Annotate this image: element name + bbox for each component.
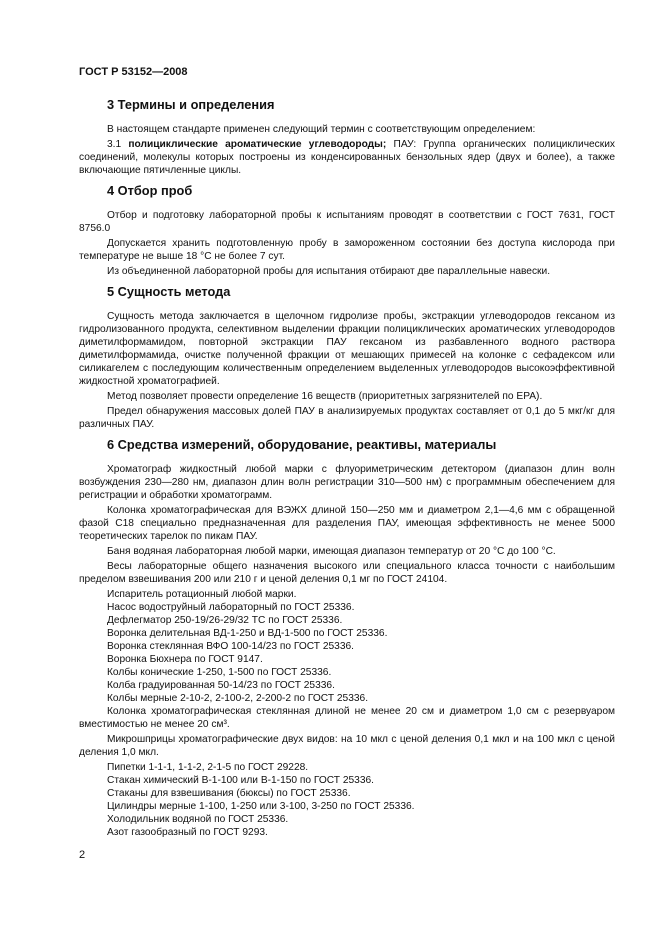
paragraph: Микрошприцы хроматографические двух видов: на 10 мкл с ценой деления 0,1 мкл и на 100 мкл с ценой деления 1,0 мкл. (79, 734, 615, 758)
paragraph: Весы лабораторные общего назначения высокого или специального класса точности с наибольшим пределом взвешивания 200 или 210 г и ценой деления 0,1 мг по ГОСТ 24104. (79, 561, 615, 585)
list-item: Воронка стеклянная ВФО 100-14/23 по ГОСТ 25336. (107, 641, 354, 652)
paragraph: Сущность метода заключается в щелочном гидролизе пробы, экстракции углеводородов гексаном из гидролизованного продукта, селективном выделении фракции полициклических ароматических углеводородов диметилформамидом, повторной экстракции ПАУ гексаном из разбавленного водного раствора диметилформамида, очистке полученной фракции от мешающих примесей на колонке с сефадексом или силикагелем с последующим количественным определением выделенных углеводородов высокоэффективной жидкостной хроматографией. (79, 311, 615, 387)
list-item: Колбы конические 1-250, 1-500 по ГОСТ 25336. (107, 667, 332, 678)
section-5 (79, 284, 615, 431)
definition-number: 3.1 (107, 139, 129, 150)
document-body (79, 92, 615, 845)
list-item: Холодильник водяной по ГОСТ 25336. (107, 814, 289, 825)
paragraph: Из объединенной лабораторной пробы для испытания отбирают две параллельные навески. (107, 266, 551, 277)
list-item: Воронка Бюхнера по ГОСТ 9147. (107, 654, 263, 665)
list-item: Стакан химический В-1-100 или В-1-150 по ГОСТ 25336. (107, 775, 375, 786)
list-item: Стаканы для взвешивания (бюксы) по ГОСТ 25336. (107, 788, 351, 799)
definition-text: ПАУ: Группа органических полициклических соединений, молекулы которых построены из конденсированных бензольных ядер (двух и более), а также включающие пятичленные циклы. (79, 139, 615, 176)
list-item: Пипетки 1-1-1, 1-1-2, 2-1-5 по ГОСТ 29228. (107, 762, 309, 773)
section-6 (79, 437, 615, 839)
list-item: Цилиндры мерные 1-100, 1-250 или 3-100, 3-250 по ГОСТ 25336. (107, 801, 415, 812)
definition-3-1 (79, 138, 615, 177)
section-6-title: 6 Средства измерений, оборудование, реактивы, материалы (107, 437, 497, 452)
paragraph: Предел обнаружения массовых долей ПАУ в анализируемых продуктах составляет от 0,1 до 5 мкг/кг для различных ПАУ. (79, 406, 615, 430)
section-4 (79, 183, 615, 278)
section-3 (79, 97, 615, 177)
paragraph: Отбор и подготовку лабораторной пробы к испытаниям проводят в соответствии с ГОСТ 7631, ГОСТ 8756.0 (79, 210, 615, 234)
list-item: Насос водоструйный лабораторный по ГОСТ 25336. (107, 602, 355, 613)
list-item: Колбы мерные 2-10-2, 2-100-2, 2-200-2 по ГОСТ 25336. (107, 693, 369, 704)
definition-term: полициклические ароматические углеводороды; (128, 139, 387, 150)
paragraph: Допускается хранить подготовленную пробу в замороженном состоянии без доступа кислорода при температуре не выше 18 °С не более 7 сут. (79, 238, 615, 262)
list-item: Испаритель ротационный любой марки. (107, 589, 297, 600)
section-5-title: 5 Сущность метода (107, 284, 231, 299)
list-item: Дефлегматор 250-19/26-29/32 ТС по ГОСТ 25336. (107, 615, 343, 626)
list-item: Азот газообразный по ГОСТ 9293. (107, 827, 268, 838)
paragraph: Колонка хроматографическая стеклянная длиной не менее 20 см и диаметром 1,0 см с резервуаром вместимостью не менее 20 см³. (79, 706, 615, 730)
list-item: Воронка делительная ВД-1-250 и ВД-1-500 по ГОСТ 25336. (107, 628, 388, 639)
paragraph: Баня водяная лабораторная любой марки, имеющая диапазон температур от 20 °С до 100 °С. (107, 546, 556, 557)
section-4-title: 4 Отбор проб (107, 183, 193, 198)
paragraph: Колонка хроматографическая для ВЭЖХ длиной 150—250 мм и диаметром 2,1—4,6 мм с обращенной фазой С18 специально предназначенная для разделения ПАУ, имеющая эффективность не менее 5000 теоретических тарелок по пикам ПАУ. (79, 505, 615, 542)
standard-header: ГОСТ Р 53152—2008 (79, 66, 188, 78)
section-3-intro: В настоящем стандарте применен следующий термин с соответствующим определением: (107, 124, 536, 135)
section-3-title: 3 Термины и определения (107, 97, 275, 112)
paragraph: Хроматограф жидкостный любой марки с флуориметрическим детектором (диапазон длин волн возбуждения 230—280 нм, диапазон длин волн регистрации 310—500 нм) с программным обеспечением для регистрации и обработки хроматограмм. (79, 464, 615, 501)
list-item: Колба градуированная 50-14/23 по ГОСТ 25336. (107, 680, 335, 691)
page-number: 2 (79, 849, 86, 861)
paragraph: Метод позволяет провести определение 16 веществ (приоритетных загрязнителей по EPA). (107, 391, 543, 402)
